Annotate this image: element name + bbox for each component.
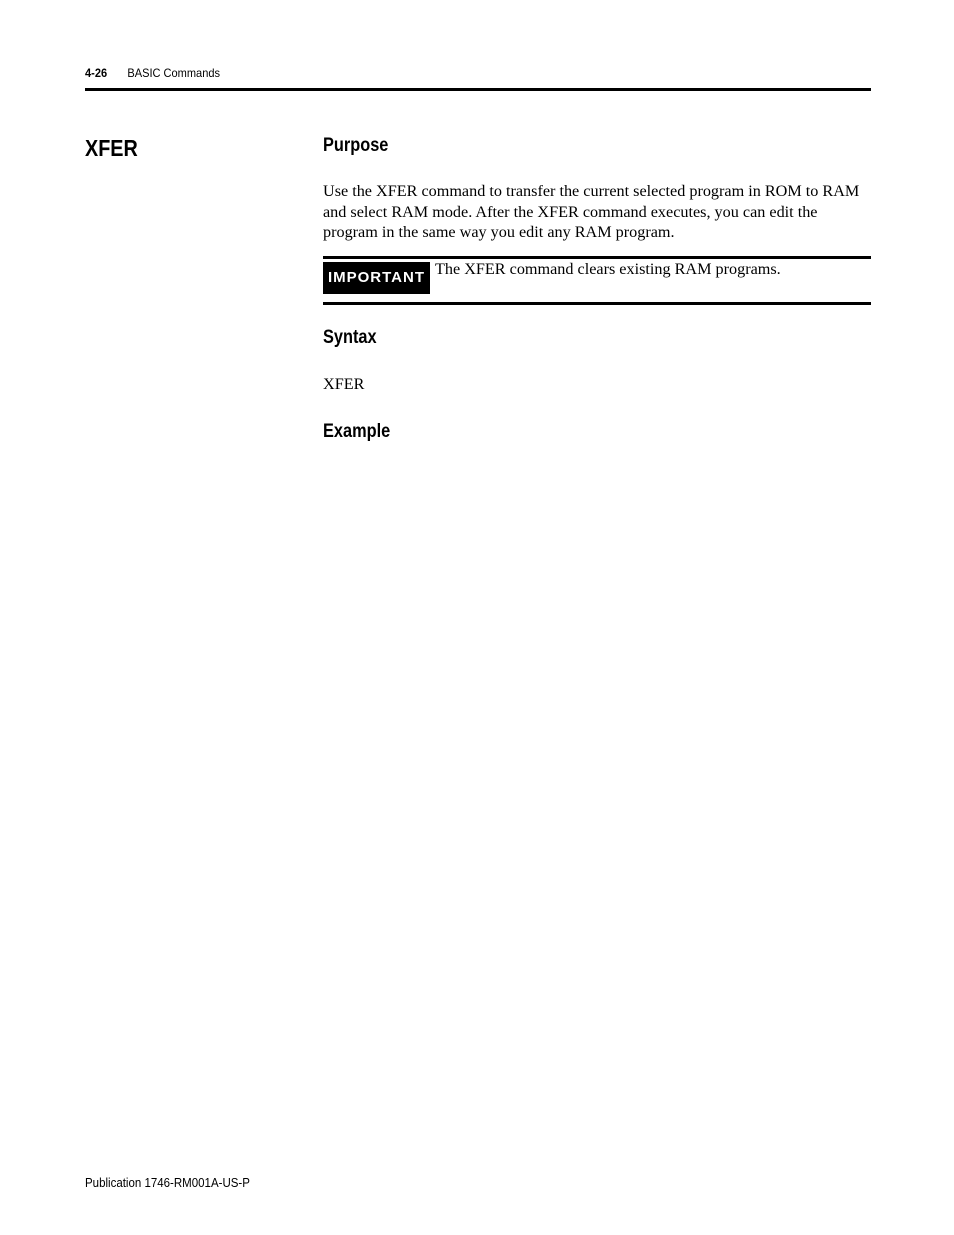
syntax-text: XFER bbox=[323, 375, 365, 393]
important-text: The XFER command clears existing RAM programs. bbox=[435, 260, 781, 278]
purpose-heading: Purpose bbox=[323, 135, 389, 156]
important-bottom-rule bbox=[323, 302, 871, 305]
chapter-title: BASIC Commands bbox=[127, 66, 220, 80]
important-note bbox=[323, 256, 871, 306]
section-title: XFER bbox=[85, 135, 138, 161]
important-top-rule bbox=[323, 256, 871, 259]
page-number: 4-26 bbox=[85, 66, 108, 80]
syntax-heading: Syntax bbox=[323, 327, 377, 348]
header-rule bbox=[85, 88, 871, 91]
publication-footer: Publication 1746-RM001A-US-P bbox=[85, 1176, 250, 1190]
running-header bbox=[85, 66, 220, 80]
example-heading: Example bbox=[323, 421, 391, 442]
important-label: IMPORTANT bbox=[323, 262, 430, 294]
purpose-paragraph: Use the XFER command to transfer the current selected program in ROM to RAM and select RAM mode. After the XFER command executes, you can edit the program in the same way you edit any RAM program. bbox=[323, 182, 860, 241]
